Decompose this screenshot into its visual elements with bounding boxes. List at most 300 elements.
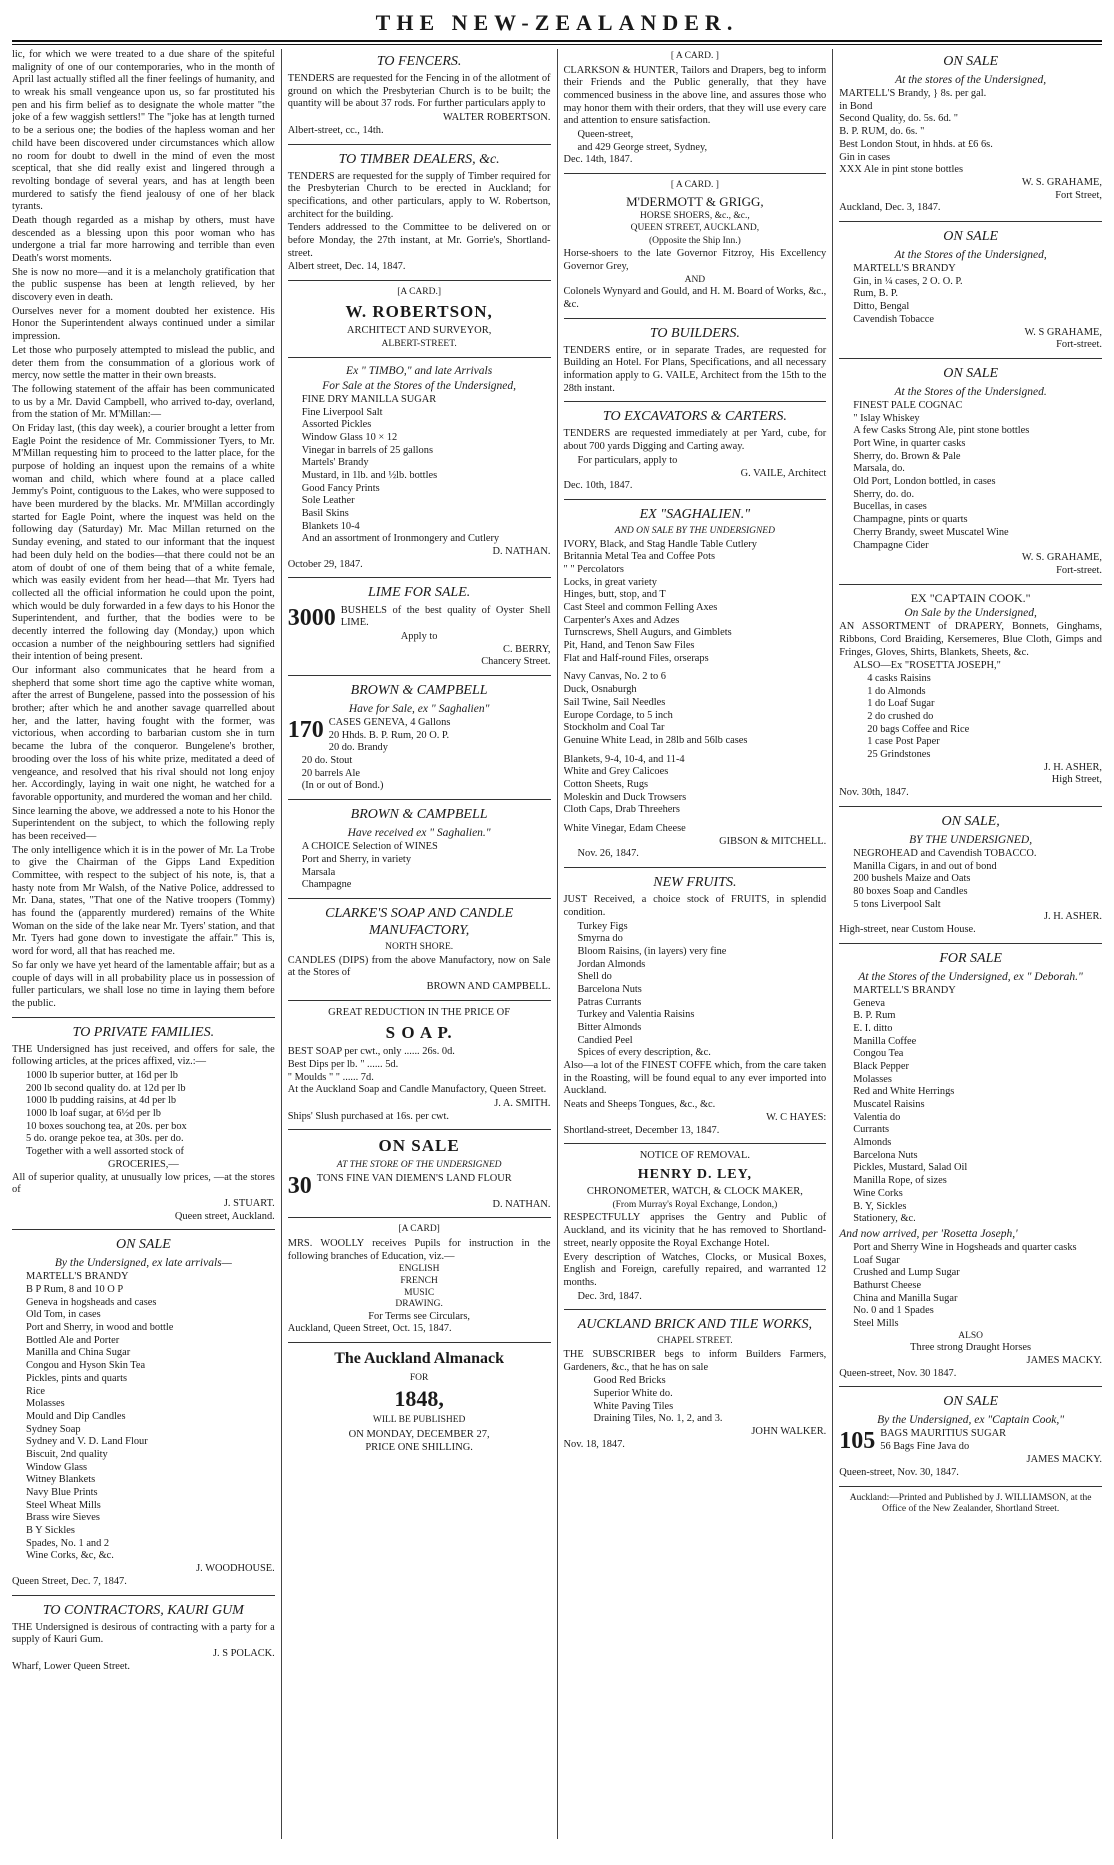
list-item: Port and Sherry, in wood and bottle: [26, 1322, 174, 1334]
ad-subtitle: For Sale at the Stores of the Undersigned,: [322, 379, 517, 392]
news-paragraph: Ourselves never for a moment doubted her existence. His Honor the Superintendent always continued under a similar impression.: [12, 305, 275, 343]
ad-text: Three strong Draught Horses: [910, 1342, 1032, 1354]
divider: [288, 898, 551, 899]
advertiser-address: Fort Street,: [1055, 189, 1102, 201]
ad-date: Auckland, Queen Street, Oct. 15, 1847.: [287, 1323, 452, 1335]
list-item: in Bond: [839, 100, 873, 112]
list-item: Mustard, in 1lb. and ½lb. bottles: [301, 469, 438, 481]
list-item: Draining Tiles, No. 1, 2, and 3.: [593, 1413, 723, 1425]
ad-brown-campbell-geneva: [288, 682, 551, 793]
list-item: FINEST PALE COGNAC: [853, 399, 963, 411]
divider: [839, 221, 1102, 222]
list-item: Spades, No. 1 and 2: [26, 1537, 110, 1549]
divider: [12, 1595, 275, 1596]
list-item: And an assortment of Ironmongery and Cutlery: [301, 533, 500, 545]
ad-date: Queen-street, Nov. 30, 1847.: [839, 1467, 959, 1479]
ad-date: Nov. 30th, 1847.: [839, 787, 909, 799]
ad-title: TO FENCERS.: [376, 54, 462, 69]
newspaper-page: [12, 8, 1102, 1848]
ad-name: HENRY D. LEY,: [637, 1167, 752, 1183]
ad-text: Together with a well assorted stock of: [26, 1146, 184, 1158]
list-item: Molasses: [853, 1073, 892, 1085]
item-list: [564, 921, 827, 1061]
list-item: Port and Sherry Wine in Hogsheads and quarter casks: [853, 1241, 1077, 1253]
ad-date: October 29, 1847.: [287, 558, 363, 570]
list-item: Geneva in hogsheads and cases: [26, 1296, 157, 1308]
card-dermott-grigg: [564, 180, 827, 312]
subject-item: DRAWING.: [395, 1299, 443, 1310]
ad-title: ON SALE: [378, 1136, 460, 1156]
list-item: Navy Blue Prints: [26, 1487, 98, 1499]
advertiser-address: Wharf, Lower Queen Street.: [12, 1660, 130, 1672]
list-item: Muscatel Raisins: [853, 1099, 925, 1111]
ad-timber-dealers: [288, 151, 551, 275]
advertiser-name: W. S. GRAHAME,: [1021, 176, 1102, 188]
ad-text: TENDERS entire, or in separate Trades, are requested for Building an Hotel. For Plans, Specifications, and all necessary information apply to G. VAILE, Architect from the 15th to the 28th instant.: [563, 344, 827, 394]
list-item: Sail Twine, Sail Needles: [563, 696, 666, 708]
list-item: Molasses: [26, 1398, 65, 1410]
list-item: Valentia do: [853, 1111, 901, 1123]
list-item: Steel Mills: [853, 1318, 899, 1330]
card-label: [A CARD.]: [397, 287, 442, 298]
list-item: Currants: [853, 1124, 890, 1136]
ad-text: RESPECTFULLY apprises the Gentry and Public of Auckland, and its vicinity that he has removed to Shortland-street, nearly opposite the Royal Exchange Hotel.: [563, 1212, 827, 1249]
ad-title: GREAT REDUCTION IN THE PRICE OF: [328, 1006, 511, 1018]
ad-text: Colonels Wynyard and Gould, and H. M. Board of Works, &c., &c.: [563, 286, 827, 310]
ad-text: JUST Received, a choice stock of FRUITS, in splendid condition.: [563, 894, 827, 918]
price-line: BEST SOAP per cwt., only ...... 26s. 0d.: [287, 1046, 455, 1058]
ad-deborah: [839, 950, 1102, 1381]
ad-timbo: [288, 364, 551, 572]
list-item: Champagne Cider: [853, 539, 929, 551]
list-item: Marsala, do.: [853, 463, 905, 475]
list-item: Rice: [26, 1385, 46, 1397]
quantity-number: 30: [287, 1172, 312, 1199]
list-item: MARTELL'S BRANDY: [853, 984, 956, 996]
list-item: Old Port, London bottled, in cases: [853, 476, 996, 488]
list-item: 200 bushels Maize and Oats: [853, 873, 971, 885]
card-label: [A CARD]: [398, 1224, 440, 1235]
list-item: A few Casks Strong Ale, pint stone bottles: [853, 425, 1030, 437]
ad-date: Albert-street, cc., 14th.: [287, 124, 384, 136]
divider: [288, 577, 551, 578]
ad-text: TENDERS are requested immediately at per Yard, cube, for about 700 yards Digging and Carting away.: [563, 428, 827, 453]
ad-text: And now arrived, per 'Rosetta Joseph,': [839, 1227, 1018, 1240]
news-paragraph: Let those who purposely attempted to mislead the public, and deter them from the consummation of a glorious work of mercy, now settle the matter in their own breasts.: [12, 344, 275, 382]
list-item: Sole Leather: [301, 495, 355, 507]
divider: [288, 1342, 551, 1343]
list-item: Loaf Sugar: [853, 1254, 900, 1266]
list-item: Sherry, do. do.: [853, 488, 915, 500]
ad-text: MRS. WOOLLY receives Pupils for instruction in the following branches of Education, viz.—: [287, 1238, 551, 1262]
ad-fencers: [288, 53, 551, 138]
columns: [12, 49, 1102, 1839]
ad-subtitle: Have received ex " Saghalien.": [347, 827, 491, 840]
divider: [288, 1129, 551, 1130]
advertiser-name: J. WOODHOUSE.: [196, 1563, 275, 1575]
ad-text: ALSO: [958, 1330, 984, 1341]
list-item: Locks, in great variety: [563, 576, 657, 588]
list-item: Hinges, butt, stop, and T: [563, 589, 666, 601]
list-item: 20 bags Coffee and Rice: [867, 723, 970, 735]
list-item: Cherry Brandy, sweet Muscatel Wine: [853, 526, 1009, 538]
ad-text: Every description of Watches, Clocks, or Musical Boxes, English and Foreign, carefully repaired, and warranted 12 months.: [563, 1251, 827, 1288]
list-item: Witney Blankets: [26, 1474, 96, 1486]
list-item: Congou Tea: [853, 1048, 904, 1060]
list-item: Cotton Sheets, Rugs: [563, 778, 649, 790]
news-paragraph: Since learning the above, we addressed a note to his Honor the Superintendent on the subject, to which the following reply has been received—: [12, 805, 275, 842]
list-item: Genuine White Lead, in 28lb and 56lb cases: [563, 734, 748, 746]
list-item: Fine Liverpool Salt: [301, 406, 383, 418]
list-item: 1 case Post Paper: [867, 736, 940, 748]
ad-excavators: [564, 408, 827, 493]
list-item: Brass wire Sieves: [26, 1512, 100, 1524]
divider: [839, 1386, 1102, 1387]
advertiser-name: J. H. ASHER.: [1043, 911, 1102, 923]
list-item: Wine Corks: [853, 1187, 903, 1199]
list-item: China and Manilla Sugar: [853, 1292, 958, 1304]
ad-text: BUSHELS of the best quality of Oyster Shell LIME.: [340, 604, 551, 629]
list-item: Bitter Almonds: [577, 1022, 642, 1034]
list-item: Bloom Raisins, (in layers) very fine: [577, 945, 727, 957]
divider: [288, 357, 551, 358]
ad-subtitle: CHAPEL STREET.: [657, 1336, 733, 1347]
ad-title: BROWN & CAMPBELL: [350, 682, 488, 698]
list-item: XXX Ale in pint stone bottles: [839, 164, 964, 176]
divider: [288, 1000, 551, 1001]
list-item: Crushed and Lump Sugar: [853, 1267, 960, 1279]
list-item: Ditto, Bengal: [853, 301, 910, 313]
card-name: W. ROBERTSON,: [345, 301, 493, 321]
almanac-year: 1848,: [394, 1386, 444, 1412]
advertiser-name: WALTER ROBERTSON.: [442, 112, 551, 124]
divider: [12, 1017, 275, 1018]
list-item: Pickles, pints and quarts: [26, 1372, 128, 1384]
item-list: [839, 400, 1102, 552]
ad-builders: [564, 325, 827, 396]
list-item: Wine Corks, &c, &c.: [26, 1550, 114, 1562]
list-item: Duck, Osnaburgh: [563, 684, 637, 696]
list-item: Superior White do.: [593, 1388, 673, 1399]
divider: [288, 799, 551, 800]
card-role: ARCHITECT AND SURVEYOR,: [346, 325, 492, 337]
masthead-rule-thin: [12, 44, 1102, 45]
subject-item: FRENCH: [400, 1276, 438, 1286]
ad-text: 56 Bags Fine Java do: [880, 1441, 970, 1453]
ad-subtitle: At the Stores of the Undersigned,: [894, 249, 1047, 262]
advertiser-address: Chancery Street.: [481, 656, 551, 668]
ad-text: THE SUBSCRIBER begs to inform Builders Farmers, Gardeners, &c., that he has on sale: [563, 1348, 827, 1373]
list-item: Britannia Metal Tea and Coffee Pots: [563, 551, 716, 563]
ad-title: BROWN & CAMPBELL: [350, 807, 488, 823]
ad-text: Horse-shoers to the late Governor Fitzroy, His Excellency Governor Grey,: [563, 248, 827, 272]
news-paragraph: On Friday last, (this day week), a courier brought a letter from Eagle Point the residence of Mr. Commissioner Tyers, to Mr. M'Millan requesting him to proceed to the latter place, for the purpose of holding an inquest upon the remains of a white woman and child, which where found at a place called Jemmy's Point, contiguous to the Lakes, who were supposed to have been murdered by the blacks. Mr. M'Millan accordingly started for Eagle Point, where the inquest was held on the following day (Saturday) Mr. Mac Millan returned on the Sunday evening, and stated to our informant that the inquest had been duly held on the bodies—that there could not be an atom of doubt of one of them being that of a white female, which was easily evident from her head—that Mr. Tyers had collected all the official information he could upon the point, which would be duly forwarded in a few days to his Honor the Superintendent, and further, that the bodies were to be decently interred the following day (Monday,) upon which occasion a number of the neighbouring settlers had signified their intention of being present.: [12, 422, 275, 663]
list-item: (In or out of Bond.): [301, 780, 384, 792]
list-item: 1 do Loaf Sugar: [867, 698, 935, 710]
list-item: Basil Skins: [301, 508, 349, 519]
list-item: No. 0 and 1 Spades: [853, 1305, 934, 1317]
advertiser-name: J. STUART.: [223, 1197, 275, 1209]
ad-text: AN ASSORTMENT of DRAPERY, Bonnets, Ginghams, Ribbons, Cord Braiding, Kersemeres, Blue Cloth, Gimps and Fringes, Gloves, Shirts, Blankets, Sheets, &c.: [839, 621, 1102, 658]
ad-title: FOR SALE: [939, 950, 1002, 966]
list-item: Sydney Soap: [26, 1423, 81, 1435]
ad-subtitle: By the Undersigned, ex late arrivals—: [54, 1257, 232, 1270]
card-name: M'DERMOTT & GRIGG,: [626, 193, 764, 209]
list-item: Gin in cases: [839, 151, 891, 163]
item-list: [288, 394, 551, 546]
quantity-number: 3000: [287, 604, 336, 631]
item-list: [564, 1375, 827, 1426]
card-street: ALBERT-STREET.: [381, 339, 457, 350]
ad-brick-tile: [564, 1316, 827, 1451]
divider: [288, 1217, 551, 1218]
subject-item: MUSIC: [404, 1287, 435, 1298]
list-item: White Paving Tiles: [593, 1400, 674, 1412]
list-item: Almonds: [853, 1137, 892, 1149]
list-item: 5 do. orange pekoe tea, at 30s. per do.: [26, 1133, 184, 1145]
ad-saghalien: [564, 506, 827, 861]
ad-subtitle: At the Stores of the Undersigned, ex " Deborah.": [858, 970, 1083, 983]
divider: [288, 144, 551, 145]
list-item: Bucellas, in cases: [853, 501, 927, 513]
item-list: [564, 671, 827, 747]
list-item: E. I. ditto: [853, 1022, 893, 1034]
list-item: IVORY, Black, and Stag Handle Table Cutlery: [563, 538, 757, 550]
ad-date: Dec. 3rd, 1847.: [577, 1290, 642, 1302]
list-item: Second Quality, do. 5s. 6d. ": [839, 113, 958, 125]
item-list: [12, 1271, 275, 1563]
ad-text: Apply to: [400, 630, 438, 642]
list-item: 20 do. Brandy: [328, 742, 388, 754]
list-item: Manilla Cigars, in and out of bond: [853, 860, 997, 872]
ad-date: Shortland-street, December 13, 1847.: [563, 1124, 720, 1136]
ad-date: Dec. 14th, 1847.: [563, 154, 633, 166]
item-list: [12, 1070, 275, 1146]
ad-removal: [564, 1150, 827, 1303]
ad-title: ON SALE: [943, 228, 999, 244]
divider: [564, 1309, 827, 1310]
ad-text: THE Undersigned is desirous of contracting with a party for a supply of Kauri Gum.: [12, 1621, 275, 1646]
advertiser-name: JAMES MACKY.: [1026, 1454, 1102, 1466]
list-item: Europe Cordage, to 5 inch: [563, 709, 673, 721]
ad-text: WILL BE PUBLISHED: [372, 1415, 466, 1426]
news-paragraph: Death though regarded as a mishap by others, must have descended as a blessing upon this poor woman who has undergone a trial far more harrowing and terrible than even Death's worst moments.: [12, 214, 275, 264]
ad-soap-factory: [288, 905, 551, 994]
ad-title: TO EXCAVATORS & CARTERS.: [602, 409, 787, 425]
ad-title: TO CONTRACTORS, KAURI GUM: [42, 1602, 244, 1618]
list-item: 2 do crushed do: [867, 711, 934, 723]
item-list: [839, 985, 1102, 1226]
ad-title: TO PRIVATE FAMILIES.: [72, 1024, 215, 1040]
card-text: (Opposite the Ship Inn.): [648, 235, 741, 246]
ad-sale-grahame-1: [839, 53, 1102, 215]
list-item: MARTELL'S Brandy, } 8s. per gal.: [839, 88, 987, 100]
ad-heading: S O A P.: [385, 1022, 453, 1042]
ad-text: Ships' Slush purchased at 16s. per cwt.: [287, 1110, 449, 1122]
item-list: [839, 848, 1102, 911]
list-item: Bathurst Cheese: [853, 1280, 922, 1291]
list-item: CASES GENEVA, 4 Gallons: [328, 717, 451, 729]
ad-title: ON SALE: [943, 54, 999, 69]
ad-text: Queen-street,: [577, 129, 634, 141]
ad-text: TONS FINE VAN DIEMEN'S LAND FLOUR: [316, 1172, 512, 1184]
list-item: Cast Steel and common Felling Axes: [563, 602, 718, 614]
advertiser-address: Fort-street.: [1056, 339, 1102, 351]
ad-title: EX "CAPTAIN COOK.": [910, 590, 1031, 605]
ad-subtitle: On Sale by the Undersigned,: [904, 607, 1037, 620]
ad-new-fruits: [564, 874, 827, 1137]
ad-title: LIME FOR SALE.: [367, 585, 471, 601]
list-item: 25 Grindstones: [867, 749, 931, 761]
advertiser-address: Fort-street.: [1056, 564, 1102, 576]
list-item: MARTELL'S BRANDY: [26, 1271, 129, 1283]
advertiser-name: J. H. ASHER,: [1043, 761, 1102, 773]
item-list: [288, 717, 551, 793]
ad-date: Auckland, Dec. 3, 1847.: [839, 202, 941, 214]
divider: [564, 318, 827, 319]
card-role: HORSE SHOERS, &c., &c.,: [639, 210, 750, 221]
ad-text: GROCERIES,—: [108, 1158, 179, 1170]
ad-date: Nov. 26, 1847.: [577, 848, 639, 860]
ad-date: ON MONDAY, DECEMBER 27,: [348, 1428, 490, 1440]
ad-date: Queen Street, Dec. 7, 1847.: [12, 1575, 127, 1587]
divider: [288, 675, 551, 676]
list-item: Port Wine, in quarter casks: [853, 438, 966, 450]
list-item: Mould and Dip Candles: [26, 1410, 126, 1422]
ad-on-sale-woodhouse: [12, 1236, 275, 1588]
list-item: Window Glass: [26, 1461, 88, 1473]
divider: [12, 1229, 275, 1230]
list-item: Moleskin and Duck Trowsers: [563, 791, 687, 803]
ad-text: THE Undersigned has just received, and offers for sale, the following articles, at the prices affixed, viz.:—: [12, 1043, 275, 1068]
list-item: Blankets, 9-4, 10-4, and 11-4: [563, 753, 685, 765]
list-item: Spices of every description, &c.: [577, 1047, 711, 1059]
list-item: Cloth Caps, Drab Threehers: [563, 804, 680, 816]
ad-subtitle: AT THE STORE OF THE UNDERSIGNED: [336, 1160, 502, 1171]
list-item: Good Fancy Prints: [301, 482, 380, 494]
ad-subtitle: NORTH SHORE.: [385, 942, 454, 953]
ad-captain-cook: [839, 591, 1102, 800]
list-item: B. P. Rum: [853, 1010, 896, 1022]
list-item: Flat and Half-round Files, orseraps: [563, 652, 709, 664]
ad-text: and 429 George street, Sydney,: [577, 141, 708, 153]
price-line: " Moulds " " ...... 7d.: [287, 1071, 374, 1083]
list-item: Turkey Figs: [577, 920, 628, 932]
divider: [839, 1486, 1102, 1487]
list-item: Old Tom, in cases: [26, 1309, 101, 1321]
ad-brown-campbell-wines: [288, 806, 551, 892]
divider: [564, 499, 827, 500]
item-list: [564, 754, 827, 817]
divider: [839, 584, 1102, 585]
card-robertson: [288, 287, 551, 351]
ad-subtitle: By the Undersigned, ex "Captain Cook,": [877, 1414, 1065, 1427]
list-item: Manilla Coffee: [853, 1035, 917, 1047]
item-list: [839, 673, 1102, 762]
list-item: Geneva: [853, 997, 885, 1009]
advertiser-address: High-street, near Custom House.: [839, 924, 976, 936]
list-item: Manilla Rope, of sizes: [853, 1175, 947, 1187]
card-woolly: [288, 1224, 551, 1336]
list-item: Biscuit, 2nd quality: [26, 1448, 108, 1460]
divider: [564, 401, 827, 402]
ad-text: ALSO—Ex "ROSETTA JOSEPH,": [853, 660, 1001, 672]
ad-text: CANDLES (DIPS) from the above Manufactory, now on Sale at the Stores of: [287, 954, 551, 979]
column-4: [832, 49, 1102, 1839]
list-item: Patras Currants: [577, 996, 642, 1008]
ad-title: The Auckland Almanack: [334, 1350, 505, 1368]
ad-subtitle: At the stores of the Undersigned,: [895, 74, 1047, 87]
list-item: 1000 lb pudding raisins, at 4d per lb: [26, 1095, 177, 1107]
list-item: 20 barrels Ale: [301, 767, 361, 779]
list-item: B P Rum, 8 and 10 O P: [26, 1284, 124, 1296]
ad-subtitle: At the Stores of the Undersigned.: [894, 385, 1047, 398]
ad-title: TO TIMBER DEALERS, &c.: [338, 151, 500, 167]
list-item: " " Percolators: [563, 563, 624, 575]
ad-title: NEW FRUITS.: [653, 875, 737, 891]
ad-date: Queen-street, Nov. 30 1847.: [839, 1367, 957, 1379]
advertiser-name: W. S GRAHAME,: [1024, 326, 1102, 338]
ad-text: TENDERS are requested for the supply of Timber required for the Presbyterian Church to be erected in Auckland; for specifications, and other particulars, apply to W. Robertson, architect for the building.: [287, 170, 551, 220]
printer-imprint: Auckland:—Printed and Published by J. WILLIAMSON, at the Office of the New Zealander, Shortland Street.: [849, 1492, 1092, 1515]
advertiser-name: D. NATHAN.: [492, 546, 551, 558]
ad-text: For Terms see Circulars,: [368, 1310, 471, 1322]
item-list: [564, 539, 827, 666]
price-list: [288, 1046, 551, 1084]
ad-text: White Vinegar, Edam Cheese: [563, 823, 686, 835]
list-item: Barcelona Nuts: [577, 983, 642, 995]
advertiser-address: Queen street, Auckland.: [174, 1210, 275, 1222]
advertiser-name: BROWN AND CAMPBELL.: [426, 981, 551, 993]
masthead-rule: [12, 40, 1102, 42]
list-item: Sherry, do. Brown & Pale: [853, 450, 961, 462]
ad-text: Neats and Sheeps Tongues, &c., &c.: [563, 1099, 716, 1111]
ad-text: All of superior quality, at unusually low prices, —at the stores of: [12, 1171, 275, 1196]
list-item: Champagne: [301, 879, 352, 891]
list-item: B Y Sickles: [26, 1525, 75, 1537]
list-item: Port and Sherry, in variety: [301, 853, 412, 865]
quantity-number: 170: [287, 717, 324, 744]
ad-sale-grahame-3: [839, 365, 1102, 578]
list-item: Carpenter's Axes and Adzes: [563, 614, 680, 626]
advertiser-name: G. VAILE, Architect: [740, 467, 827, 479]
list-item: Manilla and China Sugar: [26, 1347, 131, 1359]
list-item: Stockholm and Coal Tar: [563, 722, 665, 734]
subject-item: ENGLISH: [398, 1264, 440, 1275]
ad-title: CLARKE'S SOAP AND CANDLE MANUFACTORY,: [325, 906, 514, 939]
advertiser-name: GIBSON & MITCHELL.: [719, 835, 827, 847]
divider: [564, 173, 827, 174]
ad-lime: [288, 584, 551, 669]
list-item: Window Glass 10 × 12: [301, 431, 398, 443]
list-item: Rum, B. P.: [853, 288, 899, 300]
ad-text: For particulars, apply to: [577, 454, 678, 466]
ad-flour: [288, 1136, 551, 1211]
list-item: Black Pepper: [853, 1060, 909, 1072]
advertiser-name: JOHN WALKER.: [751, 1426, 827, 1438]
ad-text: At the Auckland Soap and Candle Manufactory, Queen Street.: [287, 1084, 547, 1096]
ad-date: Dec. 10th, 1847.: [563, 480, 633, 492]
ad-subtitle: AND ON SALE BY THE UNDERSIGNED: [614, 526, 775, 536]
list-item: Marsala: [301, 866, 336, 878]
card-label: [ A CARD. ]: [670, 51, 719, 61]
list-item: Candied Peel: [577, 1034, 633, 1046]
list-item: Martels' Brandy: [301, 457, 369, 469]
list-item: Congou and Hyson Skin Tea: [26, 1360, 146, 1372]
divider: [288, 280, 551, 281]
list-item: Barcelona Nuts: [853, 1149, 918, 1161]
card-label: [ A CARD. ]: [670, 180, 719, 191]
